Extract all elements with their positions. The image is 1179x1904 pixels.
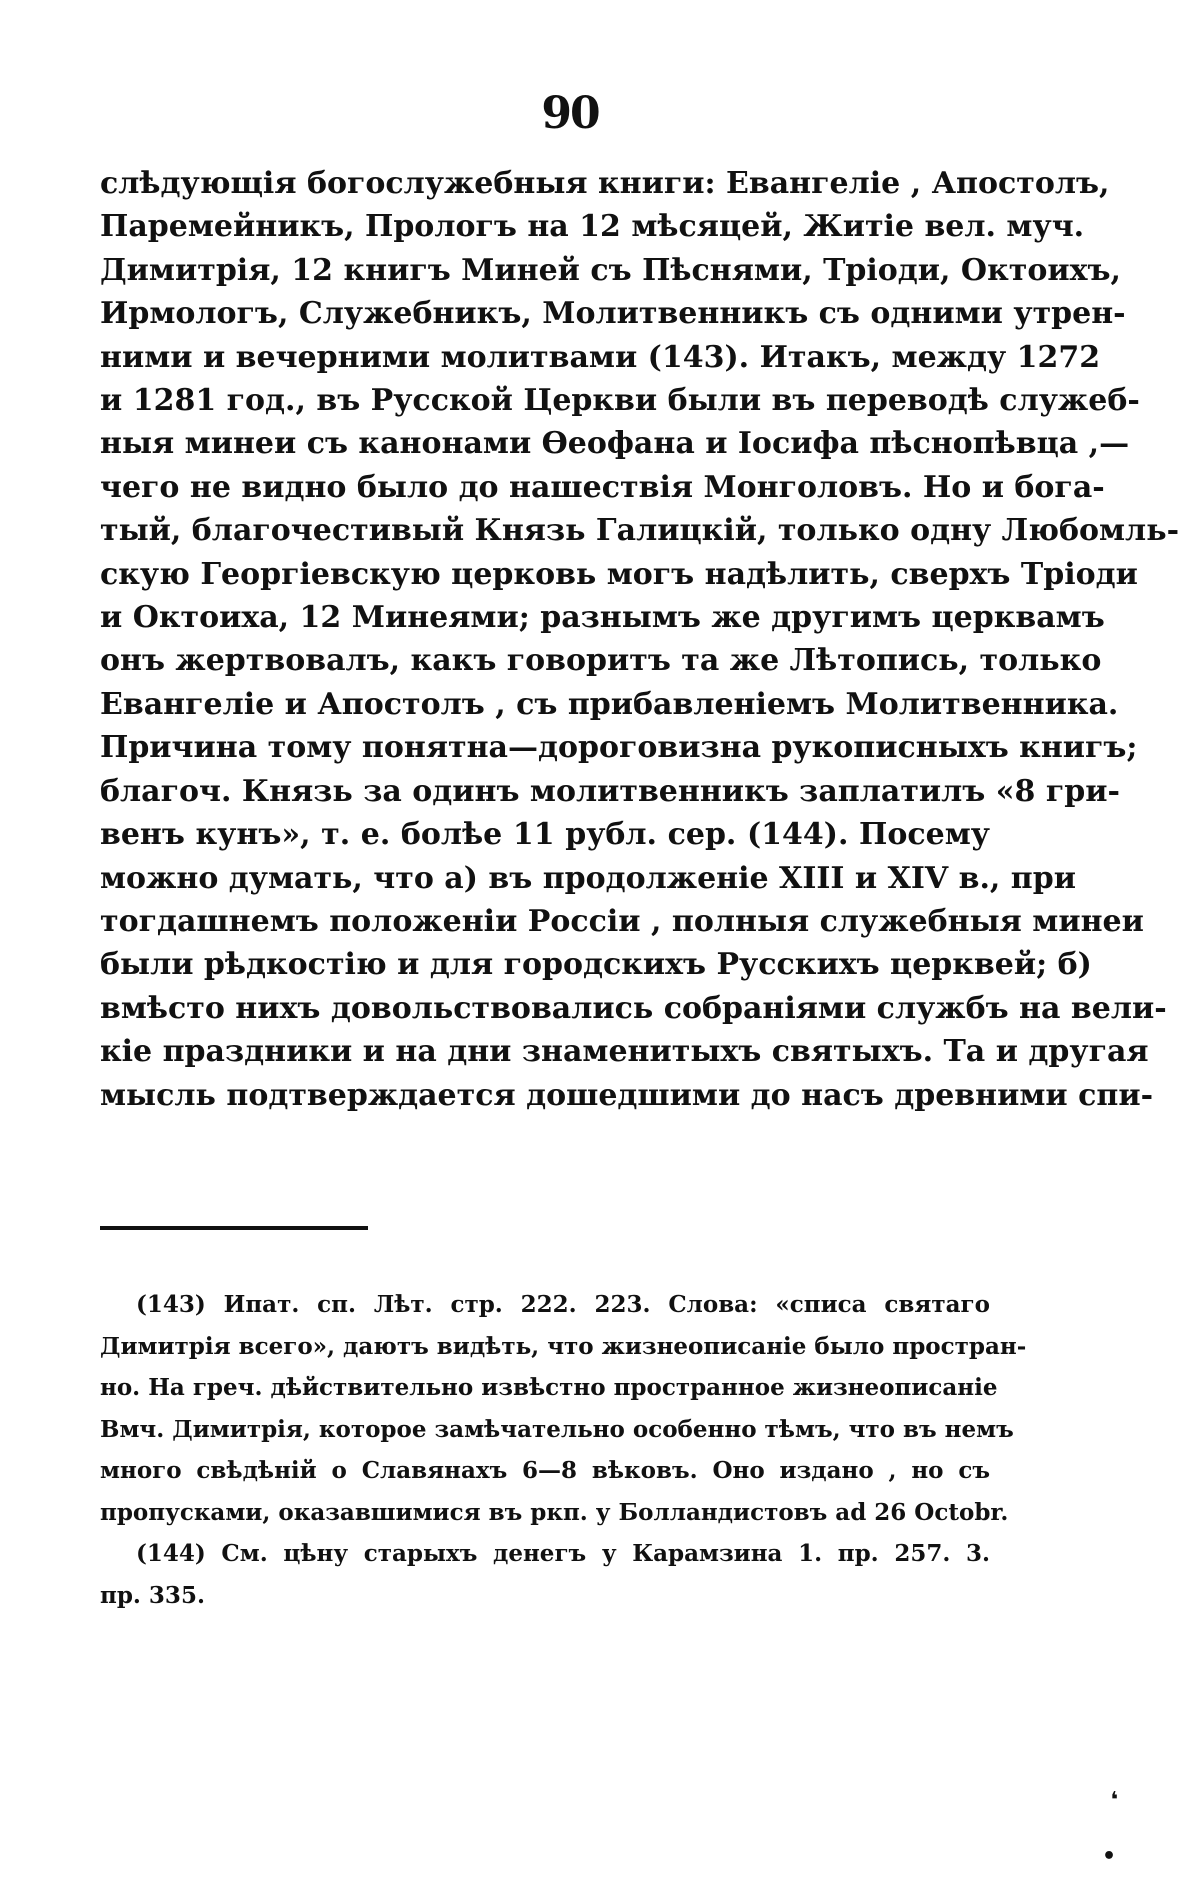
body-line: венъ кунъ», т. е. болѣе 11 рубл. сер. (144). Посему	[100, 817, 990, 853]
body-line: были рѣдкостію и для городскихъ Русскихъ церквей; б)	[100, 947, 1092, 983]
footnote-line: но. На греч. дѣйствительно извѣстно пространное жизнеописаніе	[100, 1374, 998, 1401]
body-line: благоч. Князь за одинъ молитвенникъ заплатилъ «8 гри-	[100, 773, 1120, 809]
footnote-line: пропусками, оказавшимися въ ркп. у Болландистовъ ad 26 Octobr.	[100, 1498, 1009, 1526]
footnote-line: (143) Ипат. сп. Лѣт. стр. 222. 223. Слова: «списа святаго	[136, 1291, 990, 1318]
body-line: и Октоиха, 12 Минеями; разнымъ же другимъ церквамъ	[100, 600, 1105, 636]
body-line: тогдашнемъ положеніи Россіи , полныя служебныя минеи	[100, 903, 1144, 939]
footnote-separator-rule	[100, 1226, 368, 1230]
body-line: вмѣсто нихъ довольствовались собраніями службъ на вели-	[100, 990, 1167, 1026]
footnote-line: Вмч. Димитрія, которое замѣчательно особенно тѣмъ, что въ немъ	[100, 1415, 1014, 1443]
body-line: кіе праздники и на дни знаменитыхъ святыхъ. Та и другая	[100, 1034, 1149, 1070]
footnotes	[100, 1284, 1027, 1616]
margin-speck-mark: •	[1101, 1844, 1116, 1869]
body-line: и 1281 год., въ Русской Церкви были въ переводѣ служеб-	[100, 383, 1140, 419]
body-line: ними и вечерними молитвами (143). Итакъ, между 1272	[100, 339, 1101, 375]
page-number: 90	[541, 88, 599, 139]
body-line: Евангеліе и Апостолъ , съ прибавленіемъ Молитвенника.	[100, 686, 1119, 722]
body-line: скую Георгіевскую церковь могъ надѣлить, сверхъ Тріоди	[100, 556, 1138, 592]
body-line: Причина тому понятна—дороговизна рукописныхъ книгъ;	[100, 730, 1138, 766]
body-line: Паремейникъ, Прологъ на 12 мѣсяцей, Житіе вел. муч.	[100, 209, 1085, 245]
body-line: мысль подтверждается дошедшими до насъ древними спи-	[100, 1077, 1154, 1113]
body-line: ныя минеи съ канонами Ѳеофана и Іосифа пѣснопѣвца ,—	[100, 426, 1130, 462]
body-text	[100, 162, 1179, 1117]
body-line: Димитрія, 12 книгъ Миней съ Пѣснями, Тріоди, Октоихъ,	[100, 252, 1121, 288]
body-line: онъ жертвовалъ, какъ говоритъ та же Лѣтопись, только	[100, 643, 1102, 679]
body-line: чего не видно было до нашествія Монголовъ. Но и бога-	[100, 469, 1105, 505]
margin-speck-mark: ❛	[1110, 1788, 1118, 1813]
body-line: слѣдующія богослужебныя книги: Евангеліе , Апостолъ,	[100, 166, 1110, 201]
body-line: можно думать, что а) въ продолженіе XIII и XIV в., при	[100, 860, 1076, 896]
body-line: Ирмологъ, Служебникъ, Молитвенникъ съ одними утрен-	[100, 296, 1126, 332]
footnote-line: (144) См. цѣну старыхъ денегъ у Карамзина 1. пр. 257. 3.	[136, 1540, 990, 1567]
footnote-line: пр. 335.	[100, 1581, 205, 1609]
body-line: тый, благочестивый Князь Галицкій, только одну Любомль-	[100, 513, 1179, 549]
footnote-line: много свѣдѣній о Славянахъ 6—8 вѣковъ. Оно издано , но съ	[100, 1457, 990, 1484]
footnote-line: Димитрія всего», даютъ видѣть, что жизнеописаніе было простран-	[100, 1332, 1027, 1360]
